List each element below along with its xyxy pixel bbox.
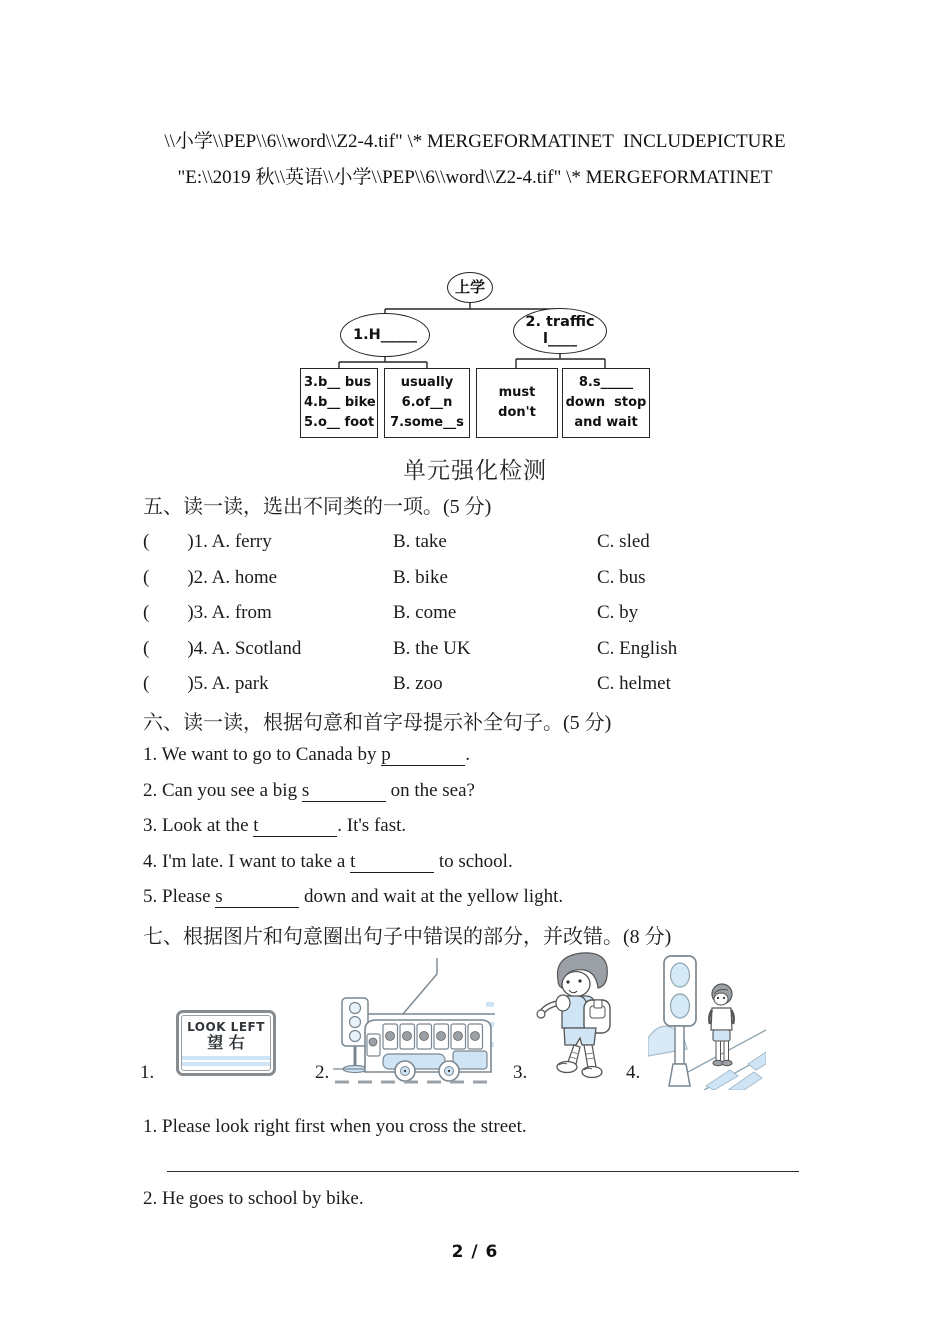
fill-blank-sentence xyxy=(143,744,843,780)
sign-stripe xyxy=(182,1056,270,1060)
choice-option-b: B. zoo xyxy=(393,673,443,694)
pedestrian-signal xyxy=(664,956,696,1086)
bus-image xyxy=(333,956,495,1088)
picture-number-2: 2. xyxy=(315,1062,330,1083)
sentence-post: to school. xyxy=(434,850,513,872)
choice-option-c: C. bus xyxy=(597,566,646,588)
choice-option-c: C. English xyxy=(597,637,678,659)
diagram-root-node: 上学 xyxy=(447,272,493,303)
boy-figure xyxy=(537,953,610,1078)
pedestrian-light-image xyxy=(648,950,766,1090)
traffic-light-icon xyxy=(333,998,368,1073)
answer-blank: s xyxy=(302,781,386,802)
choice-row xyxy=(143,531,833,567)
fill-blank-sentence xyxy=(143,780,843,816)
choice-option-a: ( )1. A. ferry xyxy=(143,531,272,552)
diagram-box3-line1: must xyxy=(498,384,536,400)
choice-row xyxy=(143,638,833,674)
diagram-box2-line3: 7.some__s xyxy=(390,415,464,431)
choice-option-a: ( )2. A. home xyxy=(143,566,278,588)
diagram-box4-line3: and wait xyxy=(574,415,638,431)
diagram-box1-line1: 3.b__ bus xyxy=(304,374,372,390)
section5-heading: 五、读一读，选出不同类的一项。(5 分) xyxy=(143,496,492,518)
sign-text-chinese: 望 右 xyxy=(207,1033,245,1052)
sentence-post: . xyxy=(465,744,470,765)
fill-blank-sentence xyxy=(143,886,843,922)
section7-heading: 七、根据图片和句意圈出句子中错误的部分，并改错。(8 分) xyxy=(143,926,672,948)
answer-blank: t xyxy=(350,852,434,873)
sentence-pre: 2. Can you see a big xyxy=(143,779,302,801)
section6-items xyxy=(143,744,843,922)
sentence-post: down and wait at the yellow light. xyxy=(299,886,564,907)
section6-heading: 六、读一读，根据句意和首字母提示补全句子。(5 分) xyxy=(143,712,612,734)
diagram-box-modals xyxy=(476,368,558,438)
choice-option-a: ( )4. A. Scotland xyxy=(143,637,302,659)
mind-map-diagram xyxy=(288,268,656,446)
sentence-pre: 5. Please xyxy=(143,886,216,907)
picture-number-3: 3. xyxy=(513,1062,528,1083)
answer-line xyxy=(167,1171,799,1172)
choice-option-b: B. take xyxy=(393,531,447,552)
diagram-box-rules xyxy=(562,368,650,438)
choice-option-a: ( )3. A. from xyxy=(143,602,272,623)
choice-option-c: C. by xyxy=(597,602,639,623)
answer-blank: s xyxy=(215,887,299,908)
sentence-pre: 1. We want to go to Canada by xyxy=(143,744,382,765)
answer-blank: p xyxy=(381,745,465,766)
question-1: 1. Please look right first when you cross the street. xyxy=(143,1116,527,1137)
choice-option-b: B. the UK xyxy=(393,637,471,659)
choice-option-a: ( )5. A. park xyxy=(143,673,269,694)
sign-face xyxy=(181,1015,271,1071)
look-left-sign-image xyxy=(176,1010,276,1076)
page-title: 单元强化检测 xyxy=(403,458,547,483)
diagram-box4-line2: down stop xyxy=(565,394,647,410)
diagram-box2-line2: 6.of__n xyxy=(401,394,453,410)
diagram-box-transport xyxy=(300,368,378,438)
sentence-post: on the sea? xyxy=(385,779,475,801)
choice-option-b: B. bike xyxy=(393,566,448,588)
diagram-node-traffic xyxy=(513,308,607,354)
question-2: 2. He goes to school by bike. xyxy=(143,1188,364,1209)
diagram-box4-line1: 8.s_____ xyxy=(578,374,634,390)
sign-stripe xyxy=(182,1062,270,1066)
fill-blank-sentence xyxy=(143,815,843,851)
diagram-box1-line3: 5.o__ foot xyxy=(304,415,375,431)
page-number: 2 / 6 xyxy=(451,1242,499,1262)
diagram-node-traffic-line2: l____ xyxy=(543,331,577,347)
sign-text-english: LOOK LEFT xyxy=(187,1020,265,1034)
diagram-box3-line2: don't xyxy=(498,405,536,420)
choice-row xyxy=(143,673,833,709)
choice-option-b: B. come xyxy=(393,602,457,623)
field-code-line-1: \\小学\\PEP\\6\\word\\Z2-4.tif" \* MERGEFORMATINET INCLUDEPICTURE xyxy=(164,131,786,152)
fill-blank-sentence xyxy=(143,851,843,887)
choice-option-c: C. helmet xyxy=(597,673,671,694)
choice-option-c: C. sled xyxy=(597,531,650,552)
diagram-node-how: 1.H_____ xyxy=(340,313,430,357)
picture-number-1: 1. xyxy=(140,1062,155,1083)
sentence-post: . It's fast. xyxy=(337,815,407,836)
answer-blank: t xyxy=(253,816,337,837)
diagram-box-frequency xyxy=(384,368,470,438)
section5-items xyxy=(143,531,833,709)
picture-number-4: 4. xyxy=(626,1062,641,1083)
field-code-line-2: "E:\\2019 秋\\英语\\小学\\PEP\\6\\word\\Z2-4.tif" \* MERGEFORMATINET xyxy=(177,167,773,188)
choice-row xyxy=(143,602,833,638)
diagram-box1-line2: 4.b__ bike xyxy=(304,394,376,410)
boy-walking-image xyxy=(534,948,626,1080)
choice-row xyxy=(143,567,833,603)
sentence-pre: 4. I'm late. I want to take a xyxy=(143,850,351,872)
bus-body xyxy=(365,1020,491,1081)
diagram-node-traffic-line1: 2. traffic xyxy=(525,314,595,331)
diagram-box2-line1: usually xyxy=(400,374,454,390)
sentence-pre: 3. Look at the xyxy=(143,815,254,836)
